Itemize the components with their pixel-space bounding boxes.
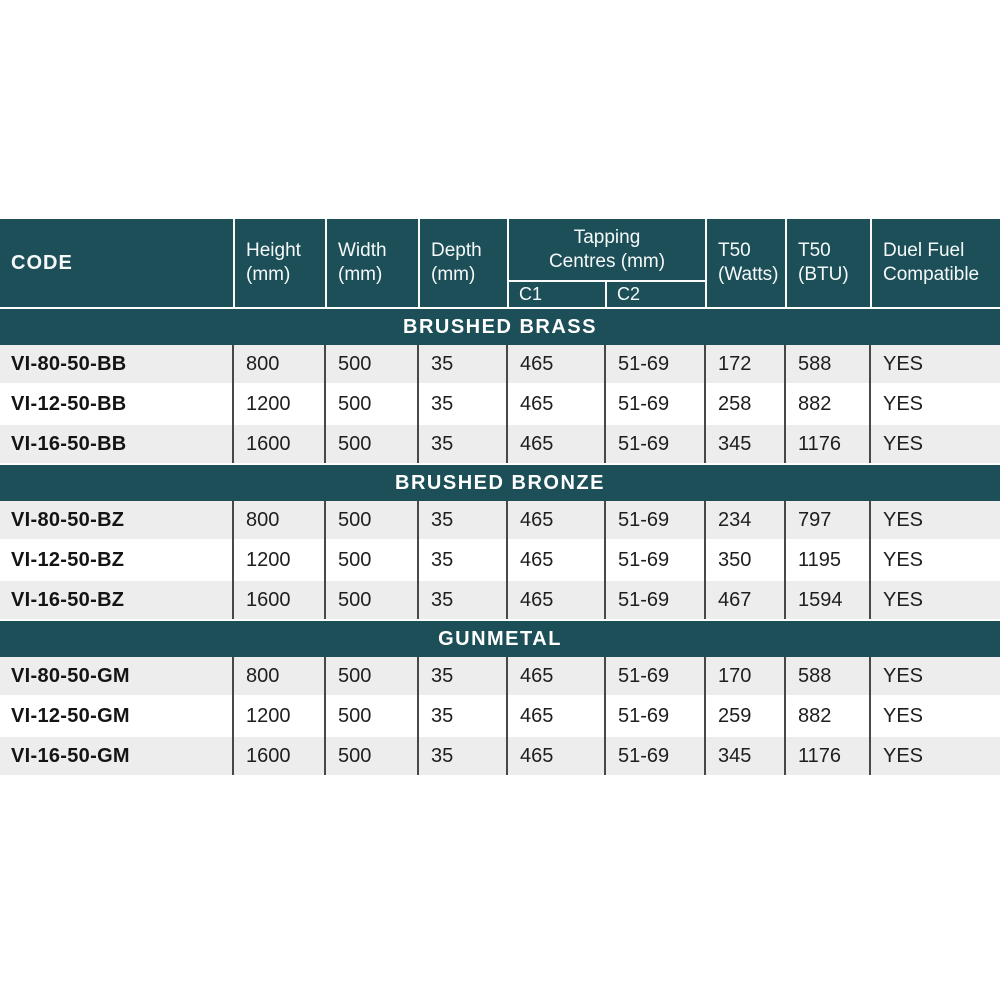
table-row bbox=[0, 657, 1000, 695]
column-divider bbox=[784, 501, 786, 619]
column-divider bbox=[324, 501, 326, 619]
header-t50-btu bbox=[785, 219, 870, 307]
cell-code: VI-16-50-BZ bbox=[11, 588, 125, 611]
cell-duel-fuel: YES bbox=[883, 664, 924, 687]
section-header-brushed-bronze: BRUSHED BRONZE bbox=[0, 465, 1000, 501]
cell-width: 500 bbox=[338, 432, 372, 455]
section-block-brushed-brass bbox=[0, 345, 1000, 463]
cell-code: VI-12-50-BB bbox=[11, 392, 127, 415]
table-row bbox=[0, 345, 1000, 383]
header-width-unit: (mm) bbox=[338, 264, 383, 285]
cell-depth: 35 bbox=[431, 704, 454, 727]
cell-watts: 172 bbox=[718, 352, 752, 375]
cell-height: 1600 bbox=[246, 744, 291, 767]
column-divider bbox=[324, 657, 326, 775]
header-btu-line2: (BTU) bbox=[798, 264, 849, 285]
cell-duel-fuel: YES bbox=[883, 508, 924, 531]
cell-duel-fuel: YES bbox=[883, 548, 924, 571]
cell-duel-fuel: YES bbox=[883, 588, 924, 611]
header-c1: C1 bbox=[507, 280, 605, 307]
cell-duel-fuel: YES bbox=[883, 704, 924, 727]
header-height bbox=[233, 219, 325, 307]
column-divider bbox=[704, 345, 706, 463]
header-height-unit: (mm) bbox=[246, 264, 291, 285]
column-divider bbox=[869, 657, 871, 775]
cell-duel-fuel: YES bbox=[883, 392, 924, 415]
cell-duel-fuel: YES bbox=[883, 744, 924, 767]
cell-height: 800 bbox=[246, 664, 280, 687]
cell-c2: 51-69 bbox=[618, 744, 670, 767]
cell-c2: 51-69 bbox=[618, 432, 670, 455]
section-block-brushed-bronze bbox=[0, 501, 1000, 619]
column-divider bbox=[704, 501, 706, 619]
cell-duel-fuel: YES bbox=[883, 432, 924, 455]
table-row bbox=[0, 581, 1000, 619]
cell-code: VI-12-50-BZ bbox=[11, 548, 125, 571]
cell-width: 500 bbox=[338, 664, 372, 687]
cell-depth: 35 bbox=[431, 744, 454, 767]
cell-watts: 234 bbox=[718, 508, 752, 531]
table-row bbox=[0, 541, 1000, 579]
cell-height: 800 bbox=[246, 352, 280, 375]
cell-depth: 35 bbox=[431, 664, 454, 687]
cell-height: 800 bbox=[246, 508, 280, 531]
table-row bbox=[0, 501, 1000, 539]
cell-c1: 465 bbox=[520, 548, 554, 571]
cell-c1: 465 bbox=[520, 704, 554, 727]
table-row bbox=[0, 385, 1000, 423]
cell-depth: 35 bbox=[431, 392, 454, 415]
cell-height: 1200 bbox=[246, 392, 291, 415]
cell-height: 1200 bbox=[246, 704, 291, 727]
header-c2: C2 bbox=[605, 280, 705, 307]
cell-depth: 35 bbox=[431, 352, 454, 375]
column-divider bbox=[232, 657, 234, 775]
cell-code: VI-80-50-BZ bbox=[11, 508, 125, 531]
cell-watts: 345 bbox=[718, 432, 752, 455]
cell-code: VI-80-50-GM bbox=[11, 664, 130, 687]
column-divider bbox=[604, 657, 606, 775]
cell-width: 500 bbox=[338, 744, 372, 767]
cell-c1: 465 bbox=[520, 588, 554, 611]
cell-btu: 588 bbox=[798, 664, 832, 687]
header-duel-line1: Duel Fuel bbox=[883, 240, 965, 261]
cell-btu: 1176 bbox=[798, 744, 842, 767]
cell-depth: 35 bbox=[431, 548, 454, 571]
cell-c1: 465 bbox=[520, 508, 554, 531]
header-tapping-line1: Tapping bbox=[573, 226, 641, 248]
cell-watts: 258 bbox=[718, 392, 752, 415]
column-divider bbox=[869, 345, 871, 463]
cell-width: 500 bbox=[338, 588, 372, 611]
cell-code: VI-12-50-GM bbox=[11, 704, 130, 727]
header-width-label: Width bbox=[338, 240, 387, 261]
header-btu-line1: T50 bbox=[798, 240, 831, 261]
cell-btu: 882 bbox=[798, 704, 832, 727]
cell-width: 500 bbox=[338, 392, 372, 415]
cell-c2: 51-69 bbox=[618, 548, 670, 571]
table-row bbox=[0, 697, 1000, 735]
cell-depth: 35 bbox=[431, 588, 454, 611]
header-duel-line2: Compatible bbox=[883, 264, 980, 285]
cell-watts: 350 bbox=[718, 548, 752, 571]
section-block-gunmetal bbox=[0, 657, 1000, 775]
cell-depth: 35 bbox=[431, 508, 454, 531]
column-divider bbox=[704, 657, 706, 775]
cell-c2: 51-69 bbox=[618, 392, 670, 415]
cell-btu: 882 bbox=[798, 392, 832, 415]
column-divider bbox=[869, 501, 871, 619]
cell-code: VI-16-50-GM bbox=[11, 744, 130, 767]
header-depth-unit: (mm) bbox=[431, 264, 476, 285]
column-divider bbox=[784, 345, 786, 463]
header-tapping-line2: Centres (mm) bbox=[548, 250, 666, 272]
column-divider bbox=[506, 501, 508, 619]
cell-height: 1200 bbox=[246, 548, 291, 571]
cell-code: VI-80-50-BB bbox=[11, 352, 127, 375]
header-watts-line2: (Watts) bbox=[718, 264, 779, 285]
cell-height: 1600 bbox=[246, 432, 291, 455]
cell-btu: 797 bbox=[798, 508, 832, 531]
cell-watts: 170 bbox=[718, 664, 752, 687]
cell-code: VI-16-50-BB bbox=[11, 432, 127, 455]
section-header-gunmetal: GUNMETAL bbox=[0, 621, 1000, 657]
column-divider bbox=[232, 501, 234, 619]
header-depth-label: Depth bbox=[431, 240, 482, 261]
column-divider bbox=[604, 501, 606, 619]
header-tapping-centres bbox=[507, 219, 705, 280]
cell-c1: 465 bbox=[520, 352, 554, 375]
header-depth bbox=[418, 219, 507, 307]
radiator-spec-table bbox=[0, 219, 1000, 775]
cell-c1: 465 bbox=[520, 744, 554, 767]
cell-height: 1600 bbox=[246, 588, 291, 611]
cell-width: 500 bbox=[338, 352, 372, 375]
column-divider bbox=[417, 657, 419, 775]
header-code: CODE bbox=[11, 251, 73, 274]
column-divider bbox=[506, 657, 508, 775]
table-header bbox=[0, 219, 1000, 307]
cell-btu: 1176 bbox=[798, 432, 842, 455]
table-row bbox=[0, 425, 1000, 463]
cell-depth: 35 bbox=[431, 432, 454, 455]
cell-width: 500 bbox=[338, 548, 372, 571]
column-divider bbox=[784, 657, 786, 775]
cell-watts: 467 bbox=[718, 588, 752, 611]
cell-btu: 1594 bbox=[798, 588, 843, 611]
cell-btu: 1195 bbox=[798, 548, 842, 571]
cell-watts: 345 bbox=[718, 744, 752, 767]
header-t50-watts bbox=[705, 219, 785, 307]
cell-c1: 465 bbox=[520, 432, 554, 455]
cell-c1: 465 bbox=[520, 664, 554, 687]
column-divider bbox=[417, 345, 419, 463]
header-duel-fuel bbox=[870, 219, 1000, 307]
column-divider bbox=[604, 345, 606, 463]
table-row bbox=[0, 737, 1000, 775]
column-divider bbox=[506, 345, 508, 463]
cell-duel-fuel: YES bbox=[883, 352, 924, 375]
cell-width: 500 bbox=[338, 508, 372, 531]
cell-width: 500 bbox=[338, 704, 372, 727]
header-width bbox=[325, 219, 418, 307]
section-header-brushed-brass: BRUSHED BRASS bbox=[0, 309, 1000, 345]
cell-btu: 588 bbox=[798, 352, 832, 375]
column-divider bbox=[417, 501, 419, 619]
column-divider bbox=[232, 345, 234, 463]
cell-c2: 51-69 bbox=[618, 352, 670, 375]
header-height-label: Height bbox=[246, 240, 301, 261]
header-watts-line1: T50 bbox=[718, 240, 751, 261]
cell-c1: 465 bbox=[520, 392, 554, 415]
cell-c2: 51-69 bbox=[618, 664, 670, 687]
cell-watts: 259 bbox=[718, 704, 752, 727]
cell-c2: 51-69 bbox=[618, 508, 670, 531]
column-divider bbox=[324, 345, 326, 463]
cell-c2: 51-69 bbox=[618, 588, 670, 611]
cell-c2: 51-69 bbox=[618, 704, 670, 727]
